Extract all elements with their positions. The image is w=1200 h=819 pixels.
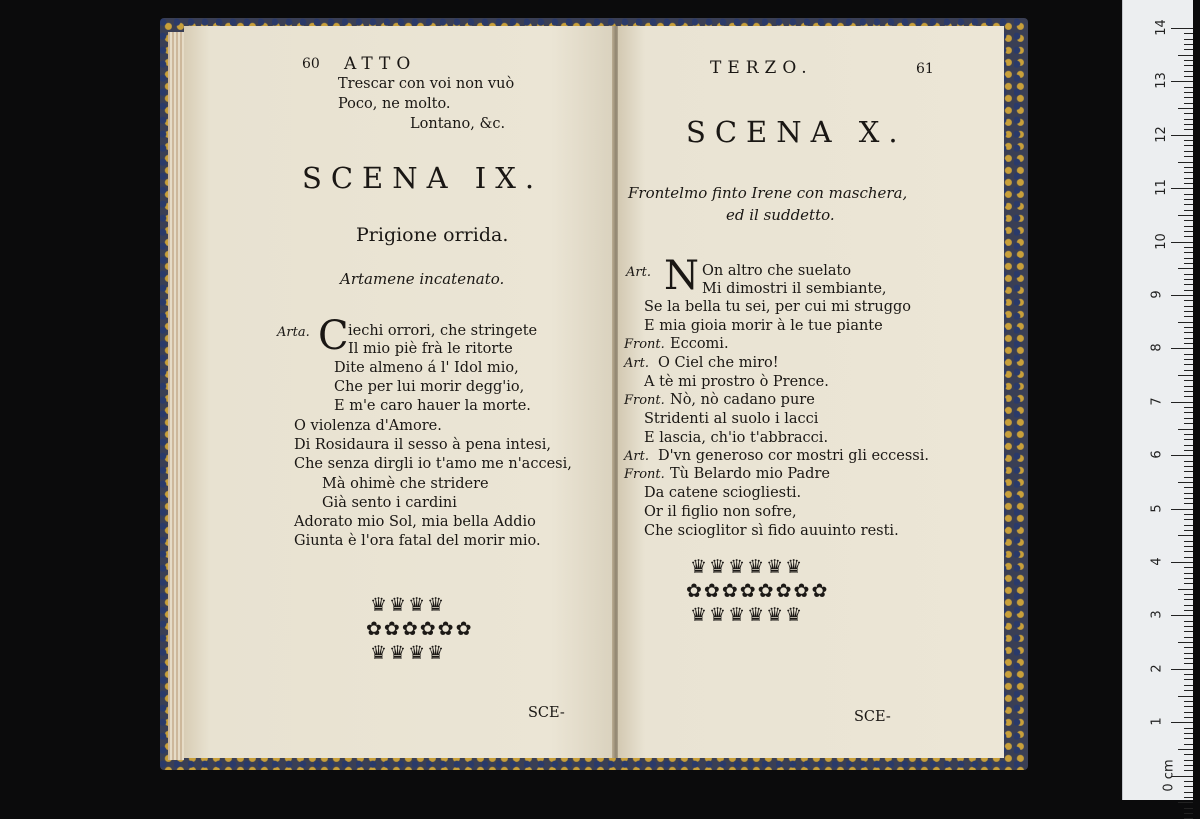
- ruler-tick: [1171, 509, 1193, 510]
- ruler-tick: [1184, 220, 1193, 221]
- verse-line: Da catene sciogliesti.: [644, 485, 802, 501]
- verse-line: Giunta è l'ora fatal del morir mio.: [294, 533, 541, 549]
- speaker-label: Front.: [624, 337, 665, 352]
- ruler-tick: [1184, 113, 1193, 114]
- ruler-tick: [1184, 461, 1193, 462]
- speaker-label: Arta.: [277, 325, 310, 340]
- ruler-tick: [1184, 594, 1193, 595]
- ruler-tick: [1184, 712, 1193, 713]
- ruler-tick: [1178, 162, 1193, 163]
- crown-fleuron-icon: ✿✿✿✿✿✿✿✿: [686, 580, 830, 602]
- ruler-tick: [1178, 55, 1193, 56]
- running-head-right: TERZO.: [710, 58, 813, 78]
- verse-line: Tù Belardo mio Padre: [670, 466, 830, 482]
- ruler-tick: [1184, 487, 1193, 488]
- speaker-label: Art.: [626, 265, 651, 280]
- ruler-tick: [1184, 391, 1193, 392]
- ruler-tick: [1178, 429, 1193, 430]
- ruler-tick: [1184, 808, 1193, 809]
- running-head-left: ATTO: [344, 54, 417, 74]
- ruler-tick: [1184, 364, 1193, 365]
- verse-line: On altro che suelato: [702, 263, 852, 279]
- open-book: [160, 18, 1028, 770]
- scene-title-left: SCENA IX.: [302, 161, 544, 195]
- ruler-mark: 3: [1149, 610, 1165, 620]
- ruler-tick: [1184, 690, 1193, 691]
- right-page: [618, 26, 1004, 758]
- ruler-tick: [1184, 311, 1193, 312]
- ruler-tick: [1184, 226, 1193, 227]
- scene-characters: Frontelmo finto Irene con maschera,: [628, 184, 908, 202]
- ruler-mark: 2: [1149, 664, 1165, 673]
- verse-line: Stridenti al suolo i lacci: [644, 411, 819, 427]
- ruler-mark: 8: [1149, 343, 1165, 353]
- ruler-tick: [1184, 380, 1193, 381]
- crown-fleuron-icon: ♛♛♛♛♛♛: [690, 604, 805, 626]
- ruler-tick: [1184, 231, 1193, 232]
- ruler-tick: [1184, 151, 1193, 152]
- scene-setting: Prigione orrida.: [356, 224, 509, 246]
- ruler-tick: [1184, 423, 1193, 424]
- ruler-tick: [1184, 33, 1193, 34]
- ruler-tick: [1184, 770, 1193, 771]
- ruler-tick: [1171, 81, 1193, 82]
- ruler-mark: 1: [1149, 717, 1165, 726]
- crown-fleuron-icon: ♛♛♛♛♛♛: [690, 556, 805, 578]
- verse-line: D'vn generoso cor mostri gli eccessi.: [658, 448, 929, 464]
- ruler-tick: [1184, 354, 1193, 355]
- ruler-tick: [1184, 386, 1193, 387]
- ruler-tick: [1184, 60, 1193, 61]
- ruler-tick: [1184, 658, 1193, 659]
- ruler-tick: [1171, 242, 1193, 243]
- ruler-tick: [1184, 792, 1193, 793]
- ruler-tick: [1184, 412, 1193, 413]
- ruler-tick: [1184, 567, 1193, 568]
- verse-line: Dite almeno á l' Idol mio,: [334, 360, 519, 376]
- ruler-tick: [1184, 573, 1193, 574]
- ruler-tick: [1178, 108, 1193, 109]
- ruler-tick: [1171, 722, 1193, 723]
- ruler-tick: [1184, 744, 1193, 745]
- ruler-mark: 10: [1153, 232, 1169, 250]
- scene-characters: ed il suddetto.: [726, 206, 835, 224]
- scene-characters: Artamene incatenato.: [340, 270, 505, 288]
- verse-line: Che per lui morir degg'io,: [334, 379, 525, 395]
- catchword-right: SCE-: [854, 709, 891, 725]
- ruler-tick: [1184, 129, 1193, 130]
- ruler-mark: 14: [1153, 19, 1169, 36]
- ruler-tick: [1178, 215, 1193, 216]
- ruler-tick: [1184, 706, 1193, 707]
- verse-line: Già sento i cardini: [322, 495, 457, 511]
- verse-line: Or il figlio non sofre,: [644, 504, 797, 520]
- ruler-tick: [1178, 749, 1193, 750]
- ruler-tick: [1184, 65, 1193, 66]
- ruler-tick: [1184, 172, 1193, 173]
- ruler-tick: [1184, 76, 1193, 77]
- ruler-tick: [1184, 701, 1193, 702]
- verse-line: Se la bella tu sei, per cui mi struggo: [644, 299, 911, 315]
- verse-line: Mi dimostri il sembiante,: [702, 281, 887, 297]
- ruler-tick: [1184, 343, 1193, 344]
- speaker-label: Front.: [624, 467, 665, 482]
- ruler-tick: [1184, 306, 1193, 307]
- verse-line: E lascia, ch'io t'abbracci.: [644, 430, 829, 446]
- ruler-tick: [1184, 183, 1193, 184]
- ruler-tick: [1184, 247, 1193, 248]
- ruler-tick: [1184, 92, 1193, 93]
- page-number-left: 60: [302, 56, 320, 72]
- ruler-tick: [1171, 562, 1193, 563]
- ruler-tick: [1184, 605, 1193, 606]
- ruler-tick: [1184, 610, 1193, 611]
- measuring-ruler: [1122, 0, 1193, 800]
- verse-line: O Ciel che miro!: [658, 355, 779, 371]
- continuation-line: Trescar con voi non vuò: [338, 76, 515, 92]
- ruler-tick: [1184, 156, 1193, 157]
- ruler-tick: [1171, 402, 1193, 403]
- ruler-tick: [1171, 348, 1193, 349]
- ruler-tick: [1184, 194, 1193, 195]
- ruler-tick: [1171, 615, 1193, 616]
- ruler-mark: 12: [1153, 126, 1169, 143]
- ruler-tick: [1184, 204, 1193, 205]
- ruler-tick: [1184, 140, 1193, 141]
- ruler-tick: [1184, 583, 1193, 584]
- ruler-tick: [1184, 797, 1193, 798]
- ruler-tick: [1184, 733, 1193, 734]
- scene-title-right: SCENA X.: [686, 115, 907, 149]
- ruler-tick: [1184, 103, 1193, 104]
- left-page: [184, 26, 617, 758]
- ruler-tick: [1184, 300, 1193, 301]
- ruler-tick: [1178, 589, 1193, 590]
- speaker-label: Front.: [624, 393, 665, 408]
- ruler-mark: 4: [1149, 557, 1165, 566]
- ruler-tick: [1184, 663, 1193, 664]
- ruler-tick: [1184, 167, 1193, 168]
- ruler-mark: 11: [1153, 179, 1169, 196]
- ruler-tick: [1184, 396, 1193, 397]
- ruler-tick: [1184, 679, 1193, 680]
- ruler-tick: [1184, 44, 1193, 45]
- ruler-tick: [1184, 653, 1193, 654]
- ruler-tick: [1184, 236, 1193, 237]
- ruler-tick: [1184, 786, 1193, 787]
- ruler-tick: [1178, 375, 1193, 376]
- verse-line: E mia gioia morir à le tue piante: [644, 318, 883, 334]
- ruler-tick: [1184, 546, 1193, 547]
- ruler-tick: [1171, 135, 1193, 136]
- ruler-tick: [1184, 359, 1193, 360]
- ruler-tick: [1184, 263, 1193, 264]
- ruler-tick: [1184, 49, 1193, 50]
- ruler-tick: [1184, 210, 1193, 211]
- speaker-label: Art.: [624, 449, 649, 464]
- ruler-tick: [1184, 551, 1193, 552]
- ruler-mark: 6: [1149, 450, 1165, 459]
- ruler-tick: [1184, 87, 1193, 88]
- ruler-tick: [1184, 637, 1193, 638]
- ruler-tick: [1178, 535, 1193, 536]
- ruler-tick: [1184, 781, 1193, 782]
- ruler-tick: [1184, 754, 1193, 755]
- page-number-right: 61: [916, 61, 934, 77]
- ruler-mark: 13: [1153, 72, 1169, 90]
- ruler-tick: [1184, 631, 1193, 632]
- ruler-tick: [1184, 316, 1193, 317]
- crown-fleuron-icon: ✿✿✿✿✿✿: [366, 618, 474, 640]
- ruler-tick: [1184, 599, 1193, 600]
- ruler-tick: [1184, 178, 1193, 179]
- ruler-tick: [1184, 434, 1193, 435]
- ruler-tick: [1184, 503, 1193, 504]
- ruler-tick: [1184, 557, 1193, 558]
- ruler-tick: [1178, 322, 1193, 323]
- ruler-tick: [1184, 290, 1193, 291]
- ruler-tick: [1184, 450, 1193, 451]
- ruler-tick: [1184, 418, 1193, 419]
- ruler-tick: [1184, 332, 1193, 333]
- ruler-tick: [1178, 802, 1193, 803]
- ruler-tick: [1171, 455, 1193, 456]
- ruler-tick: [1184, 445, 1193, 446]
- ruler-tick: [1178, 642, 1193, 643]
- ruler-tick: [1178, 696, 1193, 697]
- ruler-tick: [1184, 493, 1193, 494]
- ruler-tick: [1184, 39, 1193, 40]
- ruler-tick: [1171, 669, 1193, 670]
- verse-line: iechi orrori, che stringete: [348, 323, 538, 339]
- ruler-tick: [1184, 119, 1193, 120]
- page-edges: [168, 32, 184, 760]
- ruler-tick: [1171, 295, 1193, 296]
- ruler-tick: [1184, 498, 1193, 499]
- ruler-tick: [1184, 760, 1193, 761]
- ruler-tick: [1184, 97, 1193, 98]
- ruler-mark: 0 cm: [1161, 758, 1177, 792]
- ruler-tick: [1184, 717, 1193, 718]
- crown-fleuron-icon: ♛♛♛♛: [370, 594, 447, 616]
- ruler-mark: 7: [1149, 397, 1165, 406]
- ruler-tick: [1184, 466, 1193, 467]
- verse-line: Nò, nò cadano pure: [670, 392, 815, 408]
- ruler-tick: [1184, 519, 1193, 520]
- ruler-tick: [1184, 199, 1193, 200]
- ruler-tick: [1184, 258, 1193, 259]
- ruler-tick: [1184, 71, 1193, 72]
- ruler-tick: [1184, 621, 1193, 622]
- verse-line: Eccomi.: [670, 336, 729, 352]
- ruler-tick: [1184, 145, 1193, 146]
- ruler-tick: [1184, 728, 1193, 729]
- ruler-tick: [1184, 647, 1193, 648]
- ruler-tick: [1171, 188, 1193, 189]
- verse-line: O violenza d'Amore.: [294, 418, 442, 434]
- ruler-tick: [1184, 626, 1193, 627]
- ruler-tick: [1171, 28, 1193, 29]
- verse-line: Che scioglitor sì fido auuinto resti.: [644, 523, 899, 539]
- ruler-tick: [1184, 514, 1193, 515]
- ruler-tick: [1178, 268, 1193, 269]
- drop-cap-n: N: [664, 253, 699, 299]
- ruler-tick: [1184, 327, 1193, 328]
- ruler-tick: [1184, 284, 1193, 285]
- ruler-mark: 5: [1149, 503, 1165, 513]
- verse-line: A tè mi prostro ò Prence.: [644, 374, 829, 390]
- ruler-tick: [1184, 525, 1193, 526]
- speaker-label: Art.: [624, 356, 649, 371]
- ruler-tick: [1184, 279, 1193, 280]
- ruler-tick: [1184, 370, 1193, 371]
- continuation-line: Poco, ne molto.: [338, 96, 451, 112]
- ruler-tick: [1184, 471, 1193, 472]
- ruler-tick: [1184, 124, 1193, 125]
- ruler-tick: [1184, 252, 1193, 253]
- ruler-tick: [1178, 482, 1193, 483]
- ruler-tick: [1184, 738, 1193, 739]
- ruler-tick: [1184, 530, 1193, 531]
- verse-line: Di Rosidaura il sesso à pena intesi,: [294, 437, 551, 453]
- ruler-tick: [1184, 674, 1193, 675]
- ruler-tick: [1184, 439, 1193, 440]
- drop-cap-c: C: [318, 313, 349, 359]
- catchword-left: SCE-: [528, 705, 565, 721]
- ruler-tick: [1184, 685, 1193, 686]
- ruler-tick: [1184, 765, 1193, 766]
- verse-line: Che senza dirgli io t'amo me n'accesi,: [294, 456, 572, 472]
- ruler-tick: [1184, 578, 1193, 579]
- ruler-tick: [1184, 338, 1193, 339]
- ruler-tick: [1184, 407, 1193, 408]
- ruler-tick: [1184, 477, 1193, 478]
- verse-line: Mà ohimè che stridere: [322, 476, 489, 492]
- verse-line: Adorato mio Sol, mia bella Addio: [294, 514, 536, 530]
- ruler-tick: [1184, 541, 1193, 542]
- continuation-line: Lontano, &c.: [410, 116, 506, 132]
- ruler-tick: [1184, 274, 1193, 275]
- verse-line: Il mio piè frà le ritorte: [348, 341, 513, 357]
- verse-line: E m'e caro hauer la morte.: [334, 398, 531, 414]
- crown-fleuron-icon: ♛♛♛♛: [370, 642, 447, 664]
- ruler-tick: [1184, 813, 1193, 814]
- ruler-mark: 9: [1149, 290, 1165, 299]
